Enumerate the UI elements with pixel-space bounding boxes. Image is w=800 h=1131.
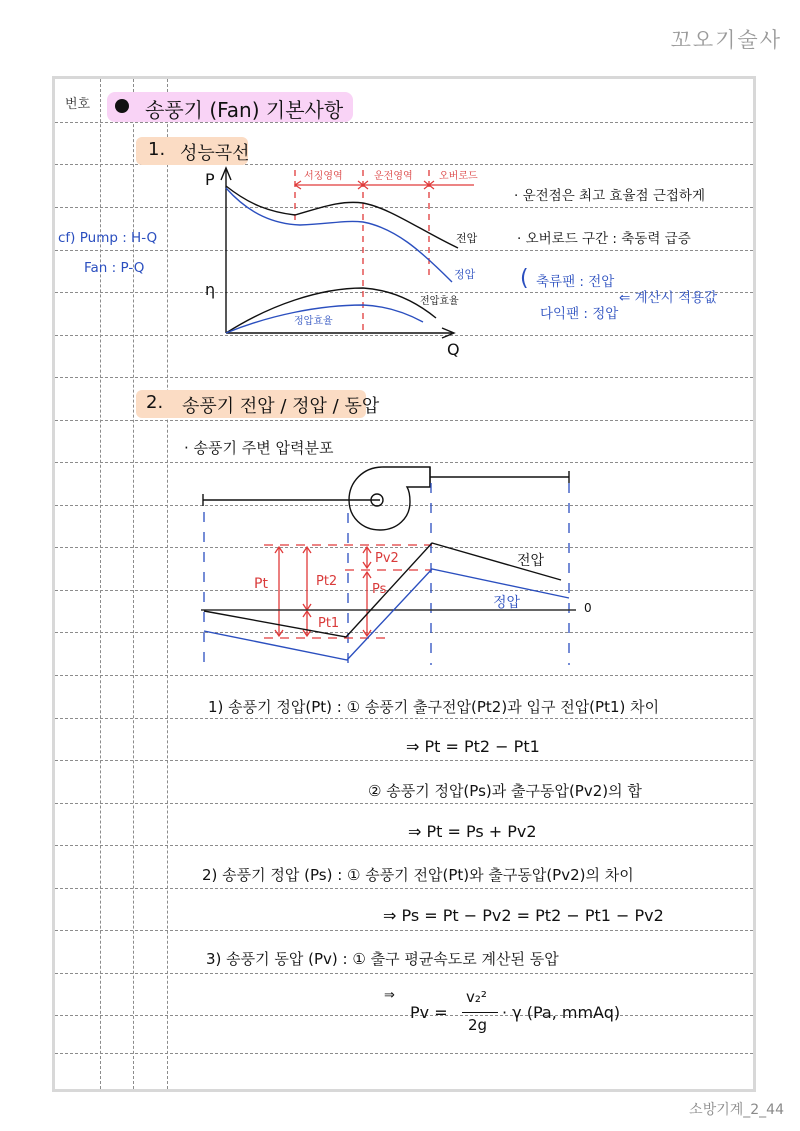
sirocco-fan-note: 다익팬 : 정압 [540, 306, 619, 322]
pv2-label: Pv2 [375, 551, 399, 566]
item1-formula: ⇒ Pt = Pt2 − Pt1 [406, 737, 540, 756]
axial-fan-note: 축류팬 : 전압 [536, 274, 615, 290]
item3-arrow: ⇒ [384, 988, 395, 1003]
total-pressure-label: 전압 [456, 232, 478, 245]
number-label: 번호 [65, 97, 91, 112]
bracket-icon: ( [520, 266, 529, 291]
item1b-formula: ⇒ Pt = Ps + Pv2 [408, 822, 537, 841]
pt2-label: Pt2 [316, 574, 338, 589]
fraction-bar [462, 1012, 498, 1013]
brand-name: 꼬오기술사 [670, 28, 782, 52]
pt1-label: Pt1 [318, 616, 340, 631]
y-axis-label-eta: η [205, 280, 216, 299]
zone-operating: 운전영역 [374, 171, 413, 182]
item2-formula: ⇒ Ps = Pt − Pv2 = Pt2 − Pt1 − Pv2 [383, 906, 664, 925]
x-axis-label-q: Q [447, 340, 460, 359]
item1-heading: 1) 송풍기 정압(Pt) : ① 송풍기 출구전압(Pt2)과 입구 전압(Pt1) 차이 [208, 698, 660, 716]
page-title: 송풍기 (Fan) 기본사항 [145, 98, 344, 122]
item3-formula-numerator: v₂² [466, 988, 487, 1006]
overload-note: · 오버로드 구간 : 축동력 급증 [517, 231, 691, 247]
y-axis-label-p: P [205, 170, 215, 189]
static-pressure-line-label: 정압 [493, 595, 521, 611]
zone-surging: 서징영역 [304, 171, 343, 182]
item3-heading: 3) 송풍기 동압 (Pv) : ① 출구 평균속도로 계산된 동압 [206, 950, 559, 968]
section2-number: 2. [146, 392, 164, 413]
static-pressure-label: 정압 [454, 268, 476, 281]
item3-formula-lhs: Pv = [410, 1003, 448, 1022]
calc-value-note: ⇐ 계산시 적용값 [619, 290, 718, 306]
total-pressure-line-label: 전압 [517, 553, 545, 569]
zone-overload: 오버로드 [439, 171, 478, 182]
zero-label: 0 [584, 601, 592, 615]
static-efficiency-label: 정압효율 [294, 316, 333, 327]
section2-title: 송풍기 전압 / 정압 / 동압 [182, 396, 380, 417]
item3-formula-rest: · γ (Pa, mmAq) [502, 1003, 621, 1022]
pump-note: cf) Pump : H-Q [58, 230, 158, 246]
page-number: 소방기계_2_44 [689, 1102, 784, 1118]
total-efficiency-label: 전압효율 [420, 296, 459, 307]
section1-number: 1. [148, 139, 166, 160]
item2-heading: 2) 송풍기 정압 (Ps) : ① 송풍기 전압(Pt)와 출구동압(Pv2)의 차이 [202, 866, 634, 884]
ps-label: Ps [372, 582, 387, 597]
fan-note: Fan : P-Q [84, 260, 145, 276]
operating-point-note: · 운전점은 최고 효율점 근접하게 [514, 188, 705, 204]
section1-title: 성능곡선 [180, 143, 250, 164]
item1b-heading: ② 송풍기 정압(Ps)과 출구동압(Pv2)의 합 [368, 782, 642, 800]
item3-formula-denominator: 2g [468, 1016, 488, 1034]
pt-label: Pt [254, 576, 268, 592]
pressure-distribution-subtitle: · 송풍기 주변 압력분포 [184, 439, 334, 457]
